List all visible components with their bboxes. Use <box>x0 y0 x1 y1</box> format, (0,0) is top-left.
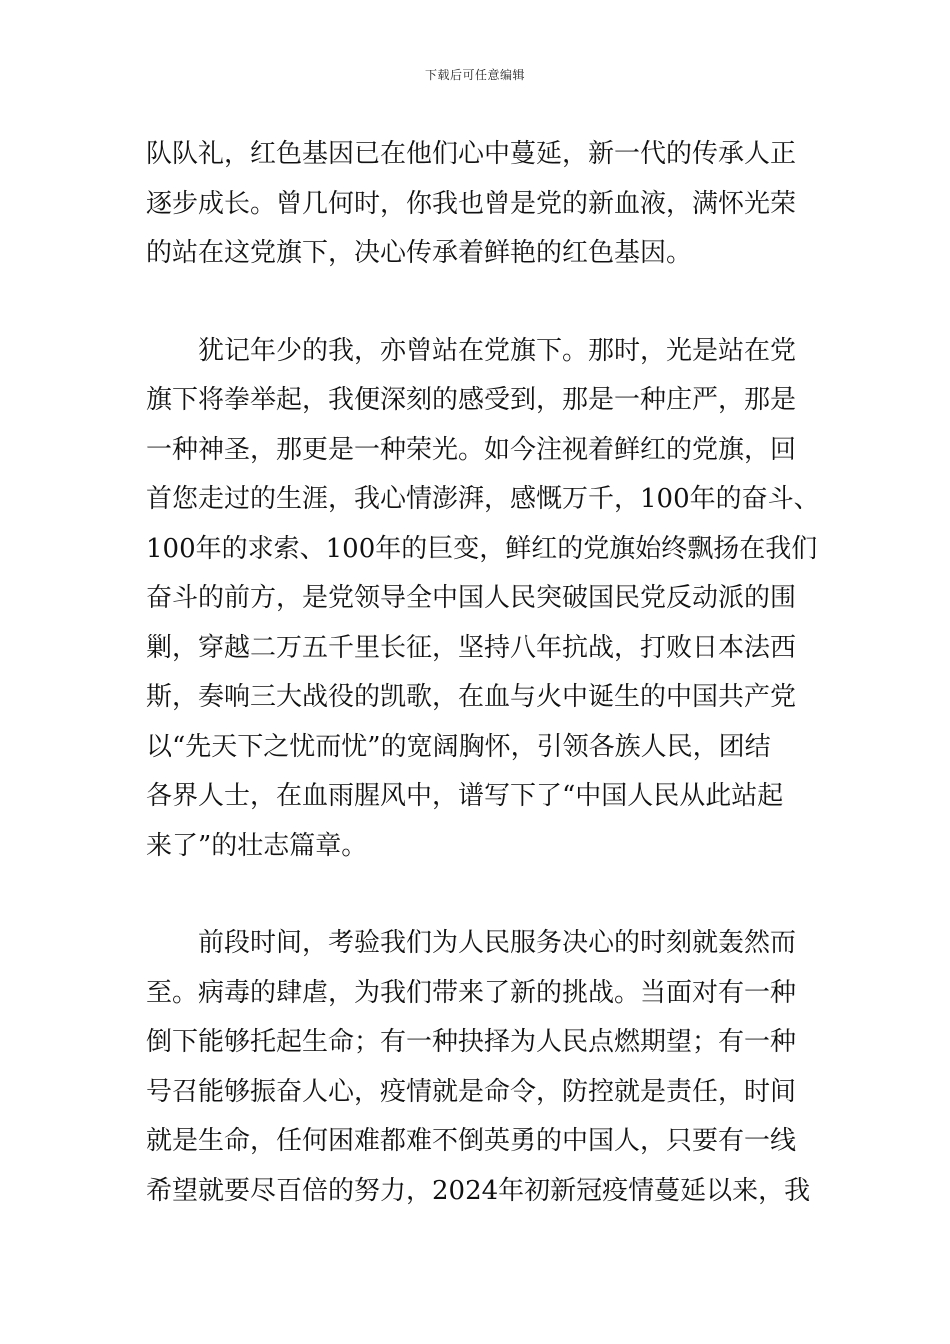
header-note: 下载后可任意编辑 <box>424 68 525 82</box>
text-line: 一种神圣，那更是一种荣光。如今注视着鲜红的党旗，回 <box>146 434 797 465</box>
text-line: 号召能够振奋人心，疫情就是命令，防控就是责任，时间 <box>146 1076 797 1107</box>
paragraph-1 <box>146 130 806 279</box>
text-line: 队队礼，红色基因已在他们心中蔓延，新一代的传承人正 <box>146 139 797 169</box>
paragraph-gap <box>146 279 806 327</box>
text-line: 剿，穿越二万五千里长征，坚持八年抗战，打败日本法西 <box>146 632 797 663</box>
text-line: 旗下将拳举起，我便深刻的感受到，那是一种庄严，那是 <box>146 385 797 415</box>
text-line: 犹记年少的我，亦曾站在党旗下。那时，光是站在党 <box>198 335 797 366</box>
text-line: 斯，奏响三大战役的凯歌，在血与火中诞生的中国共产党 <box>146 682 797 712</box>
text-line: 逐步成长。曾几何时，你我也曾是党的新血液，满怀光荣 <box>146 188 797 219</box>
text-line: 至。病毒的肆虐，为我们带来了新的挑战。当面对有一种 <box>146 977 797 1008</box>
paragraph-3 <box>146 919 811 1216</box>
paragraph-2 <box>146 327 820 872</box>
text-line: 来了”的壮志篇章。 <box>146 830 368 861</box>
text-line: 倒下能够托起生命；有一种抉择为人民点燃期望；有一种 <box>146 1027 797 1057</box>
text-line: 的站在这党旗下，决心传承着鲜艳的红色基因。 <box>146 238 693 268</box>
body-text <box>146 130 820 1216</box>
text-line: 100年的求索、100年的巨变，鲜红的党旗始终飘扬在我们 <box>146 533 818 564</box>
text-line: 各界人士，在血雨腥风中，谱写下了“中国人民从此站起 <box>146 781 784 811</box>
text-line: 奋斗的前方，是党领导全中国人民突破国民党反动派的围 <box>146 583 797 613</box>
text-line: 首您走过的生涯，我心情澎湃，感慨万千，100年的奋斗、 <box>146 484 820 514</box>
text-line: 就是生命，任何困难都难不倒英勇的中国人，只要有一线 <box>146 1126 797 1156</box>
text-line: 前段时间，考验我们为人民服务决心的时刻就轰然而 <box>198 928 797 958</box>
paragraph-gap <box>146 871 806 919</box>
text-line: 希望就要尽百倍的努力，2024年初新冠疫情蔓延以来，我 <box>146 1175 811 1206</box>
text-line: 以“先天下之忧而忧”的宽阔胸怀，引领各族人民，团结 <box>146 731 771 762</box>
